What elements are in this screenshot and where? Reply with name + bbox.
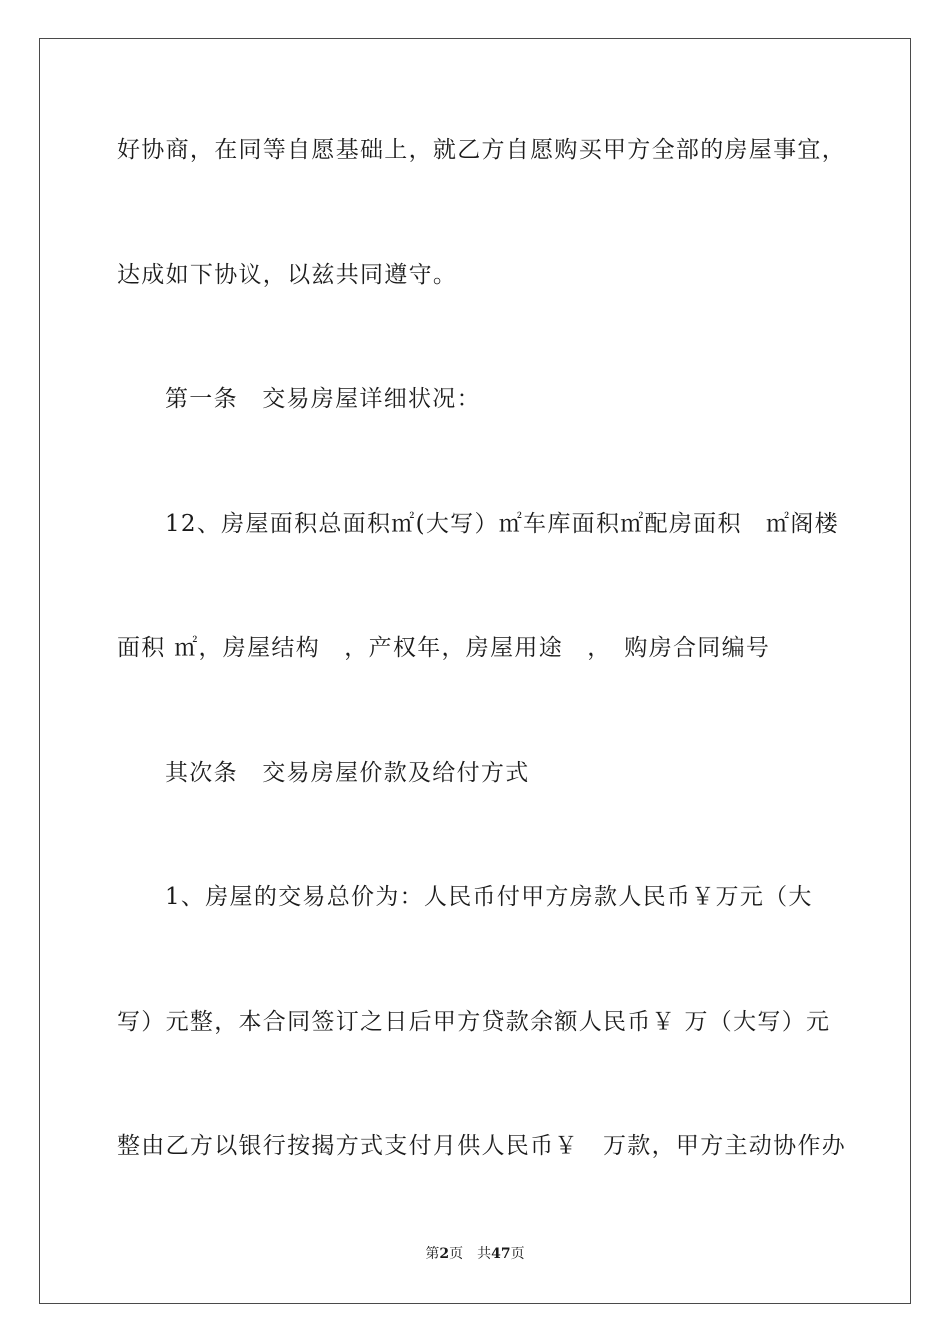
current-page-number: 2	[439, 1246, 450, 1262]
article-2-heading: 其次条 交易房屋价款及给付方式	[165, 760, 530, 786]
total-page-count: 47	[491, 1246, 511, 1262]
body-line-2: 达成如下协议，以兹共同遵守。	[117, 262, 458, 288]
body-line-1: 好协商，在同等自愿基础上，就乙方自愿购买甲方全部的房屋事宜，	[117, 137, 846, 163]
page-footer	[0, 1245, 950, 1263]
body-line-7: 1、房屋的交易总价为：人民币付甲方房款人民币￥万元（大	[165, 884, 813, 910]
footer-prefix: 第	[425, 1246, 440, 1262]
page-border	[39, 38, 911, 1304]
body-line-8: 写）元整，本合同签订之日后甲方贷款余额人民币￥ 万（大写）元	[117, 1009, 831, 1035]
footer-middle: 页 共	[449, 1246, 492, 1262]
body-line-4: 12、房屋面积总面积㎡(大写）㎡车库面积㎡配房面积 ㎡阁楼	[165, 511, 839, 537]
body-line-9: 整由乙方以银行按揭方式支付月供人民币￥ 万款，甲方主动协作办	[117, 1133, 846, 1159]
footer-suffix: 页	[510, 1246, 525, 1262]
article-1-heading: 第一条 交易房屋详细状况：	[165, 386, 481, 412]
body-line-5: 面积 ㎡，房屋结构 ，产权年，房屋用途 ， 购房合同编号	[117, 635, 771, 661]
